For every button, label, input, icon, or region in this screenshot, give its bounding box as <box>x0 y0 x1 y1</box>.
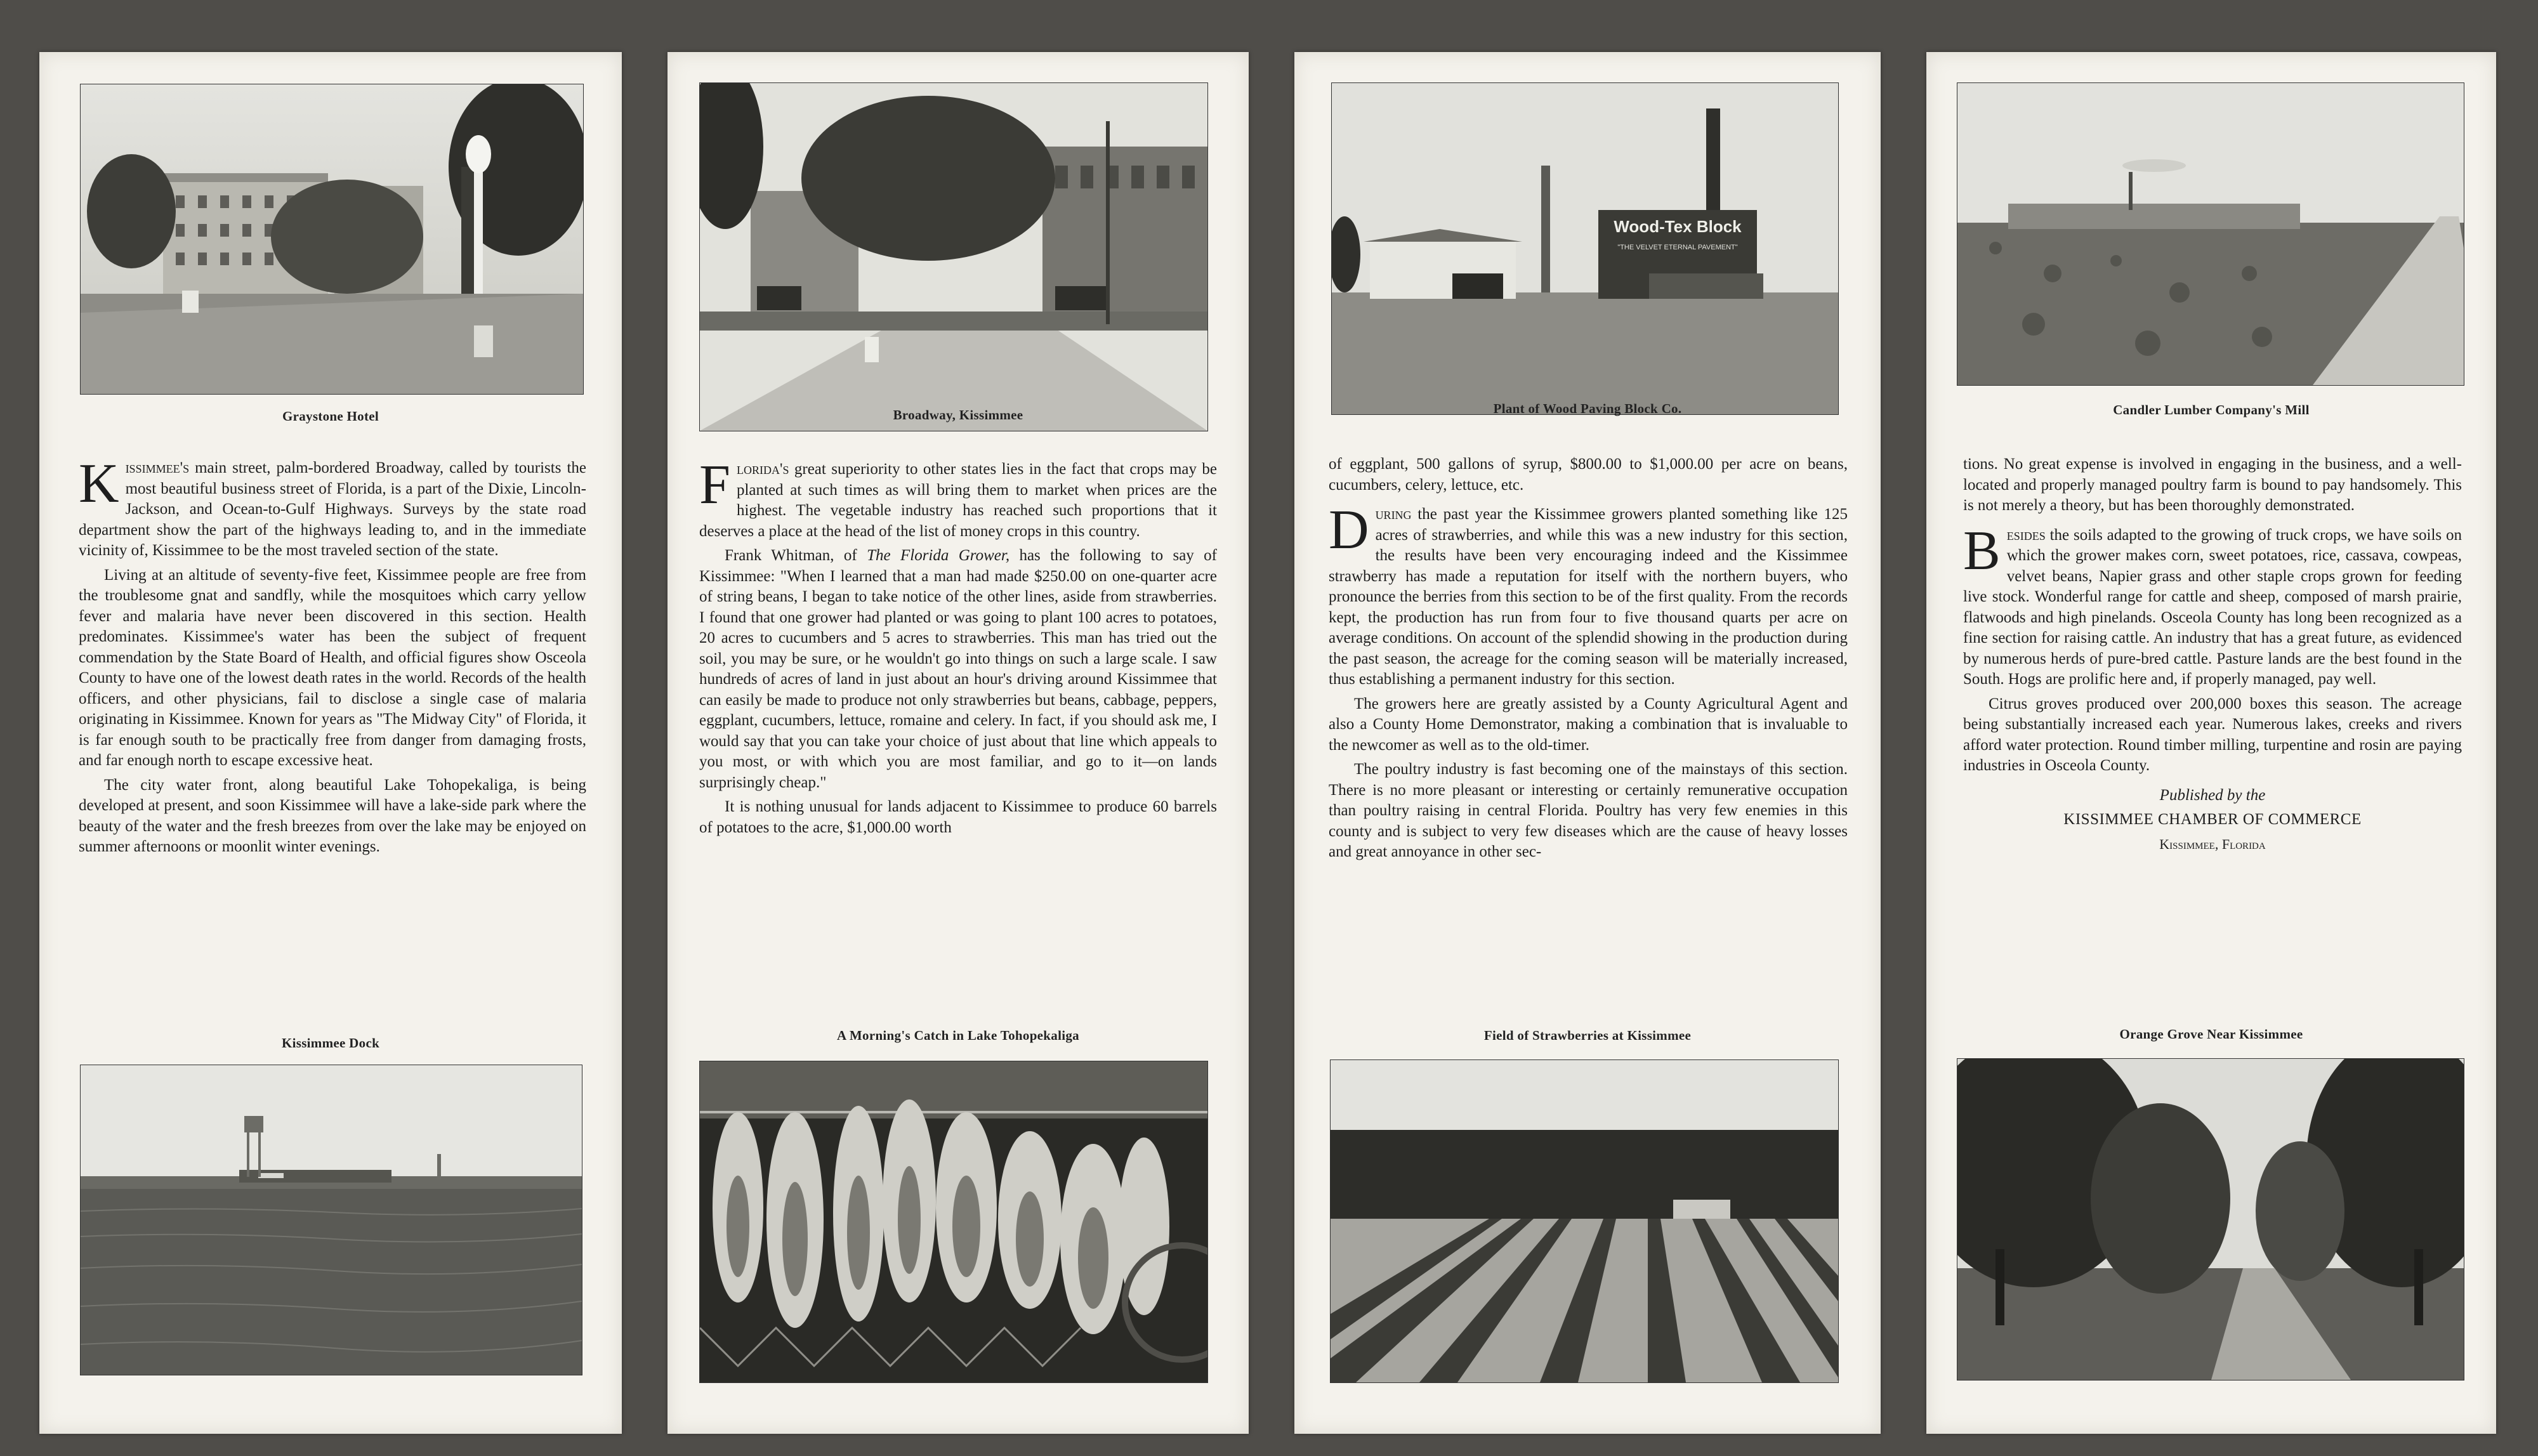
panel-3-body <box>1329 454 1848 863</box>
caption-wood-paving-plant: Plant of Wood Paving Block Co. <box>1493 401 1682 416</box>
dropcap: K <box>79 453 119 515</box>
panel-4-body <box>1963 454 2462 855</box>
paragraph-text: the past year the Kissimmee growers planted something like 125 acres of strawberries, and while this was a new industry for this section, the results have been very encouraging indeed and the Kissimmee strawberry has made a reputation for itself with the northern buyers, who pronounce the berries from this section to be of the first quality. From the records kept, the production has run from four to five thousand quarts per acre on average conditions. On account of the splendid showing in the production during the past season, the acreage for the coming season will be materially increased, thus establishing a permanent industry for this section. <box>1329 506 1848 688</box>
published-by: Published by the <box>2159 786 2266 804</box>
paragraph-text: the soils adapted to the growing of truck crops, we have soils on which the grower makes corn, sweet potatoes, rice, cassava, cowpeas, velvet beans, Napier grass and other staple crops grown for feeding live stock. Wonderful range for cattle and sheep, composed of marsh prairie, flatwoods and high pinelands. Osceola County has long been recognized as a fine section for raising cattle. An industry that has a great future, as evidenced by numerous herds of pure-bred cattle. Pasture lands are the best found in the South. Hogs are prolific here and, if properly managed, pay well. <box>1963 526 2462 688</box>
caption-graystone-hotel: Graystone Hotel <box>282 409 379 424</box>
paragraph-text: main street, palm-bordered Broadway, called by tourists the most beautiful business street of Florida, is a part of the Dixie, Lincoln-Jackson, and Ocean-to-Gulf Highways. Surveys by the state road department show the part of the highways leading to, and in the immediate vicinity of, Kissimmee to be the most traveled section of the state. <box>79 459 586 559</box>
paragraph: tions. No great expense is involved in engaging in the business, and a well-located and properly managed poultry farm is bound to pay handsomely. This is not merely a theory, but has been thoroughly demonstrated. <box>1963 456 2462 514</box>
photo-orange-grove <box>1957 1058 2464 1381</box>
caption-broadway-kissimmee: Broadway, Kissimmee <box>893 407 1023 423</box>
sign-title: Wood-Tex Block <box>1614 217 1742 236</box>
panel-1-body <box>79 453 586 858</box>
panel-2-body <box>699 454 1218 838</box>
photo-morning-catch <box>699 1061 1208 1383</box>
paragraph <box>699 546 1217 793</box>
panel-3 <box>1294 52 1881 1434</box>
panel-2 <box>667 52 1249 1434</box>
paragraph-text: has the following to say of Kissimmee: "When I learned that a man had made $250.00 on one-quarter acre of string beans, I began to take notice of the other lines, aside from strawberries. I found that one grower had planted or was going to plant 100 acres to potatoes, 20 acres to cucumbers and 5 acres to strawberries. This man has tried out the soil, you may be sure, or he wouldn't go into things on such a large scale. I saw hundreds of acres of land in just about an hour's driving around Kissimmee that can easily be made to produce not only strawberries but beans, cabbage, peppers, eggplant, cucumbers, lettuce, romaine and celery. In fact, if you should ask me, I would say that you can take your choice of just about that line which appeals to you most, or with which you are most familiar, and go to it—on lands surprisingly cheap." <box>699 547 1218 791</box>
paragraph-lead: uring <box>1375 506 1412 523</box>
photo-graystone-hotel <box>80 84 584 395</box>
publication-title: The Florida Grower, <box>867 547 1010 564</box>
panel-1 <box>39 52 622 1434</box>
paragraph <box>1329 499 1848 690</box>
publisher-name: KISSIMMEE CHAMBER OF COMMERCE <box>2063 811 2362 828</box>
paragraph: Living at an altitude of seventy-five feet, Kissimmee people are free from the troublesome gnat and sandfly, while the mosquitoes which carry yellow fever and malaria have never been discovered in this section. Health predominates. Kissimmee's water has been the subject of frequent commendation by the State Board of Health, and official figures show Osceola County to have one of the lowest death rates in the world. Records of the health officers, and other physicians, fail to disclose a single case of malaria originating in Kissimmee. Known for years as "The Midway City" of Florida, it is far enough south to be practically free from danger from damaging frosts, and far enough north to escape excessive heat. <box>79 566 586 769</box>
publisher-location: Kissimmee, Florida <box>2159 836 2266 852</box>
paragraph: of eggplant, 500 gallons of syrup, $800.00 to $1,000.00 per acre on beans, cucumbers, celery, lettuce, etc. <box>1329 456 1848 494</box>
photo-kissimmee-dock <box>80 1065 582 1375</box>
paragraph <box>699 454 1217 542</box>
sign-subtitle: "THE VELVET ETERNAL PAVEMENT" <box>1617 244 1738 251</box>
paragraph: It is nothing unusual for lands adjacent to Kissimmee to produce 60 barrels of potatoes to the acre, $1,000.00 worth <box>699 798 1217 836</box>
paragraph <box>79 453 586 561</box>
paragraph: Citrus groves produced over 200,000 boxes this season. The acreage being substantially increased each year. Numerous lakes, creeks and rivers afford water protection. Round timber milling, turpentine and rosin are paying industries in Osceola County. <box>1963 695 2462 774</box>
dropcap: D <box>1329 499 1369 561</box>
photo-lumber-mill <box>1957 82 2464 386</box>
photo-broadway-kissimmee <box>699 82 1208 431</box>
paragraph <box>1963 520 2462 690</box>
paragraph-lead: lorida's <box>736 461 789 478</box>
paragraph-text: great superiority to other states lies in the fact that crops may be planted at such times as will bring them to market when prices are the highest. The vegetable industry has reached such proportions that it deserves a place at the head of the list of money crops in this country. <box>699 461 1217 540</box>
paragraph: The poultry industry is fast becoming one of the mainstays of this section. There is no more pleasant or interesting or certainly remunerative occupation than poultry raising in central Florida. Poultry has very few enemies in this county and is subject to very few diseases which are the cause of heavy losses and great annoyance in other sec- <box>1329 761 1848 860</box>
caption-kissimmee-dock: Kissimmee Dock <box>281 1035 380 1051</box>
caption-lumber-mill: Candler Lumber Company's Mill <box>2113 402 2310 417</box>
panel-4 <box>1926 52 2496 1434</box>
photo-strawberry-field <box>1330 1059 1839 1383</box>
paragraph-lead: issimmee's <box>125 459 190 476</box>
paragraph-lead: esides <box>2006 526 2046 544</box>
caption-strawberry-field: Field of Strawberries at Kissimmee <box>1483 1028 1692 1043</box>
paragraph-text: Frank Whitman, of <box>725 547 867 564</box>
paragraph: The growers here are greatly assisted by a County Agricultural Agent and also a County Home Demonstrator, making a combination that is invaluable to the newcomer as well as to the old-timer. <box>1329 695 1848 754</box>
dropcap: F <box>699 454 730 516</box>
paragraph: The city water front, along beautiful Lake Tohopekaliga, is being developed at present, and soon Kissimmee will have a lake-side park where the beauty of the water and the fresh breezes from over the lake may be enjoyed on summer afternoons or moonlit winter evenings. <box>79 776 586 855</box>
photo-wood-paving-plant <box>1331 82 1839 415</box>
caption-orange-grove: Orange Grove Near Kissimmee <box>2119 1026 2303 1042</box>
caption-morning-catch: A Morning's Catch in Lake Tohopekaliga <box>837 1028 1079 1043</box>
dropcap: B <box>1963 520 2001 582</box>
